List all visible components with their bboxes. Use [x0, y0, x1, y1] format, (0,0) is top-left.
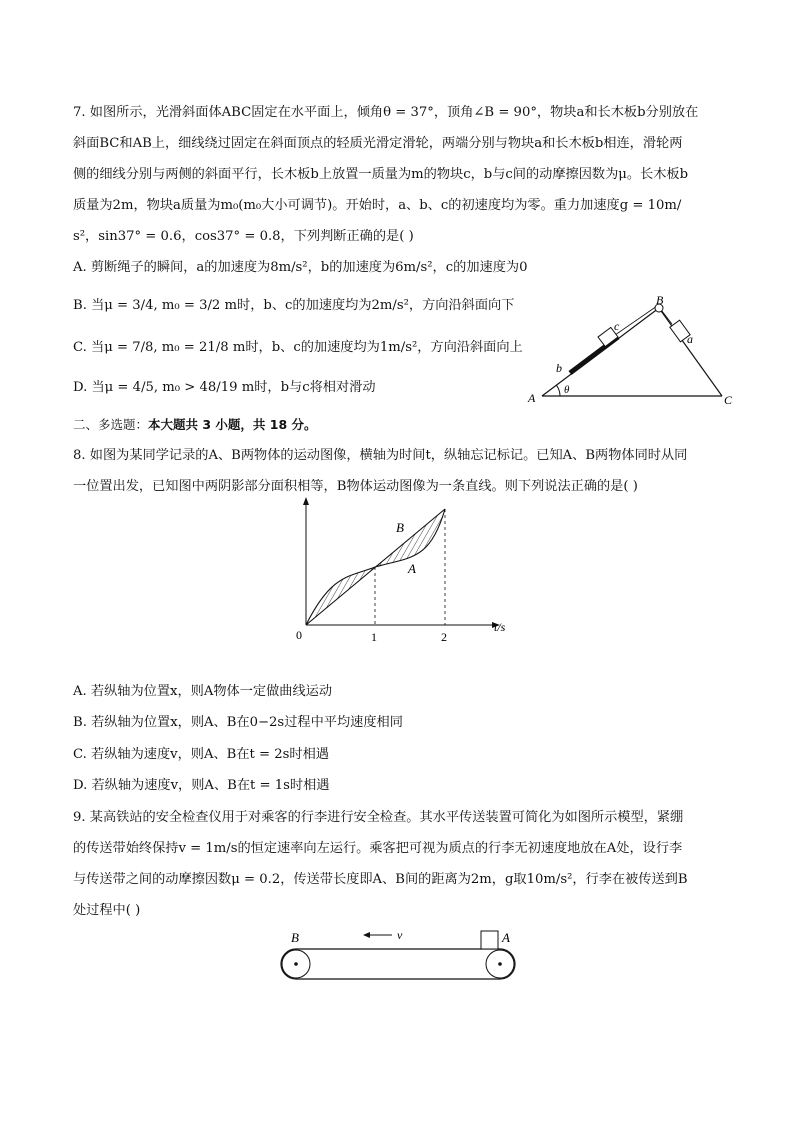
curve-B-label: B [396, 520, 404, 535]
q9-stem-line-3: 与传送带之间的动摩擦因数μ = 0.2，传送带长度即A、B间的距离为2m，g取10m/s²，行李在被传送到B [73, 872, 688, 887]
label-b: b [556, 361, 562, 375]
q8-motion-graph [270, 495, 530, 645]
label-A: A [502, 930, 510, 945]
label-a: a [687, 332, 693, 346]
q7-stem-line-4: 质量为2m，物块a质量为m₀(m₀大小可调节)。开始时，a、b、c的初速度均为零。重力加速度g = 10m/ [73, 198, 682, 213]
label-B: B [291, 930, 299, 945]
q9-stem-line-4: 处过程中( ) [73, 903, 141, 918]
luggage-box [481, 931, 498, 949]
q9-conveyor-figure [270, 922, 530, 986]
label-C: C [724, 393, 733, 407]
q7-option-b: B. 当μ = 3/4, m₀ = 3/2 m时，b、c的加速度均为2m/s²，方向沿斜面向下 [73, 298, 515, 313]
q8-stem-line-1: 8. 如图为某同学记录的A、B两物体的运动图像，横轴为时间t，纵轴忘记标记。已知A、B两物体同时从同 [73, 448, 688, 463]
q9-stem-line-1: 9. 某高铁站的安全检查仪用于对乘客的行李进行安全检查。其水平传送装置可简化为如图所示模型，紧绷 [73, 810, 684, 825]
label-B: B [656, 293, 664, 307]
q8-option-a: A. 若纵轴为位置x，则A物体一定做曲线运动 [73, 684, 333, 699]
q7-incline-figure [520, 290, 750, 410]
q8-stem-line-2: 一位置出发，已知图中两阴影部分面积相等，B物体运动图像为一条直线。则下列说法正确的是( ) [73, 479, 638, 494]
tick-2-label: 2 [441, 630, 447, 644]
label-theta: θ [564, 384, 570, 396]
tick-1-label: 1 [371, 630, 377, 644]
q9-stem-line-2: 的传送带始终保持v = 1m/s的恒定速率向左运行。乘客把可视为质点的行李无初速度地放在A处，设行李 [73, 841, 683, 856]
q7-option-a: A. 剪断绳子的瞬间，a的加速度为8m/s²，b的加速度为6m/s²，c的加速度为0 [73, 260, 528, 275]
q7-option-d: D. 当μ = 4/5, m₀ > 48/19 m时，b与c将相对滑动 [73, 380, 376, 395]
q7-stem-line-1: 7. 如图所示，光滑斜面体ABC固定在水平面上，倾角θ = 37°，顶角∠B = 90°，物块a和长木板b分别放在 [73, 105, 699, 120]
q8-option-c: C. 若纵轴为速度v，则A、B在t = 2s时相遇 [73, 747, 329, 762]
q7-stem-line-3: 侧的细线分别与两侧的斜面平行，长木板b上放置一质量为m的物块c，b与c间的动摩擦因数为μ。长木板b [73, 167, 689, 182]
section-heading: 二、多选题：本大题共 3 小题，共 18 分。 [73, 417, 317, 432]
velocity-label: v [397, 928, 403, 942]
label-c: c [614, 319, 620, 333]
q7-stem-line-5: s²，sin37° = 0.6，cos37° = 0.8，下列判断正确的是( ) [73, 229, 414, 244]
q8-option-d: D. 若纵轴为速度v，则A、B在t = 1s时相遇 [73, 778, 330, 793]
label-A: A [528, 391, 536, 405]
q7-stem-line-2: 斜面BC和AB上，细线绕过固定在斜面顶点的轻质光滑定滑轮，两端分别与物块a和长木板b相连，滑轮两 [73, 136, 683, 151]
q8-option-b: B. 若纵轴为位置x，则A、B在0−2s过程中平均速度相同 [73, 715, 403, 730]
curve-A-label: A [408, 561, 416, 576]
origin-label: 0 [296, 628, 302, 642]
x-axis-label: t/s [494, 620, 506, 634]
arrow-left-icon [363, 932, 370, 938]
q7-option-c: C. 当μ = 7/8, m₀ = 21/8 m时，b、c的加速度均为1m/s²，方向沿斜面向上 [73, 340, 523, 355]
